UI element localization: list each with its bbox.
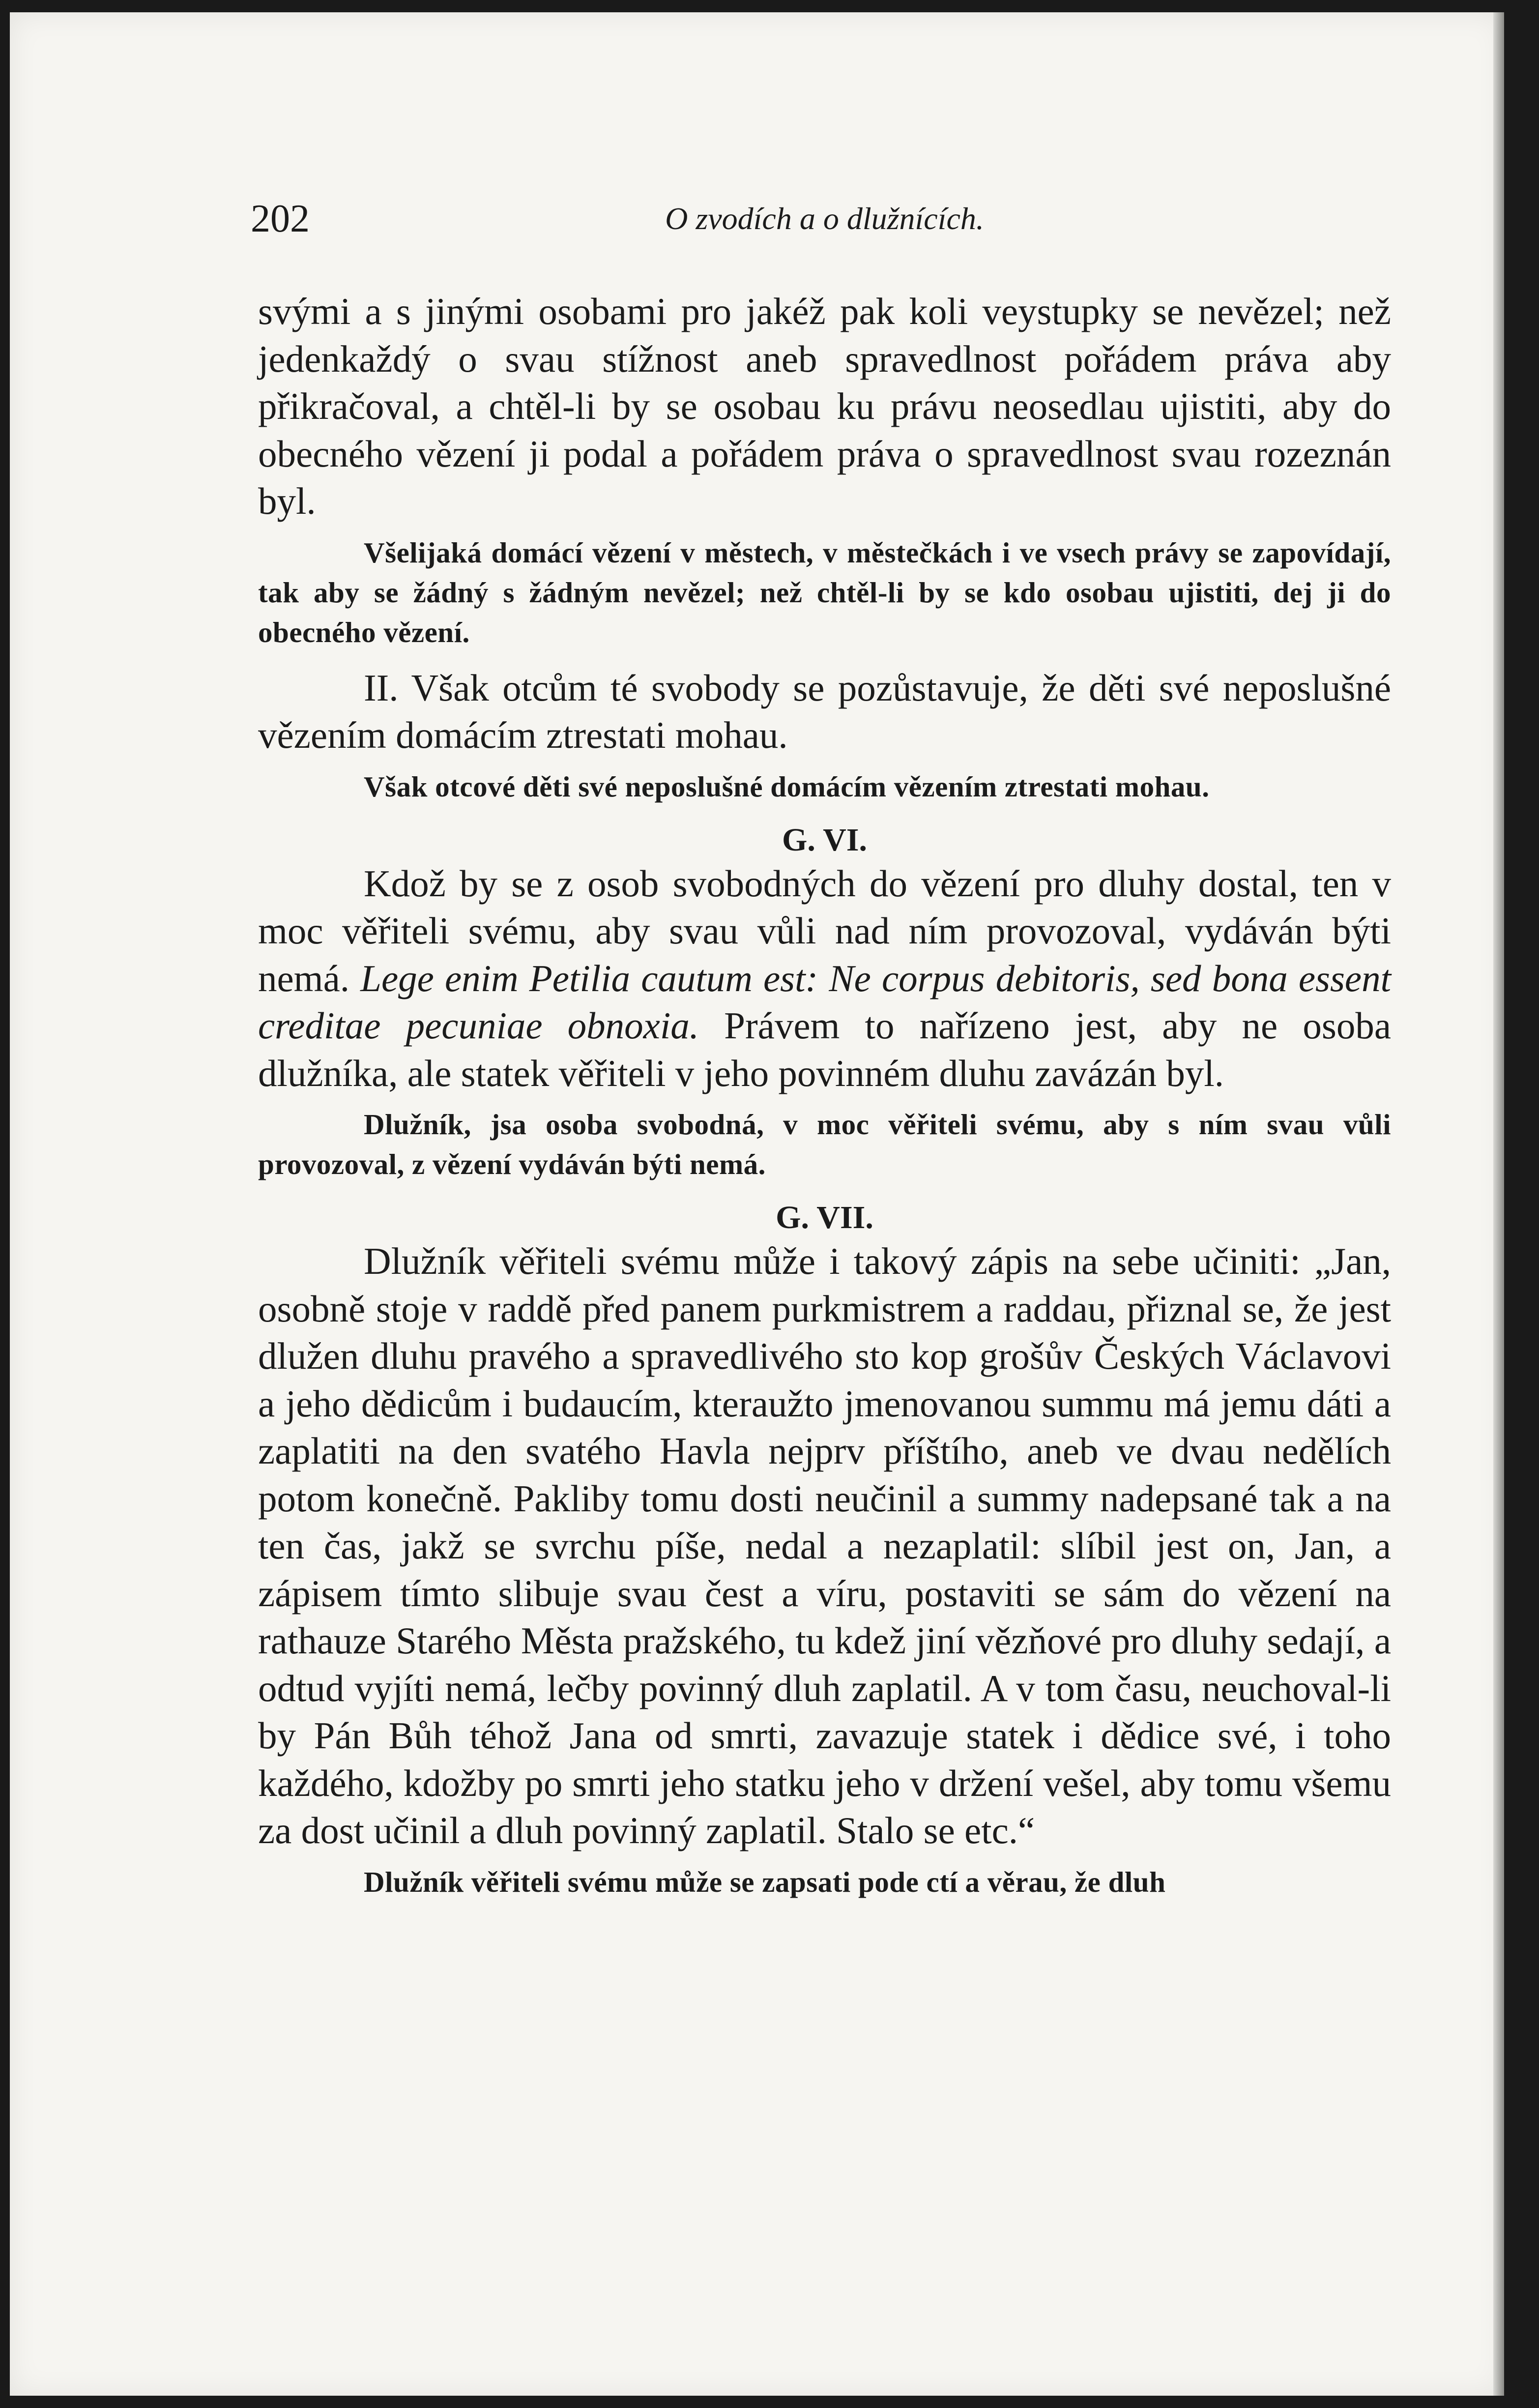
page-body: [258, 288, 1391, 1902]
summary-note-4: Dlužník věřiteli svému může se zapsati pode ctí a věrau, že dluh: [364, 1865, 1166, 1898]
latin-quotation: Lege enim Petilia cautum est: Ne corpus debitoris, sed bona essent creditae pecuniae obnoxia.: [258, 957, 1392, 1047]
summary-note-1: Všelijaká domácí vězení v městech, v městečkách i ve vsech právy se zapovídají, tak aby se žádný s žádným nevězel; než chtěl-li by se kdo osobau ujistiti, dej ji do obecného vězení.: [258, 536, 1391, 648]
section-heading-vi: G. VI.: [782, 822, 867, 858]
paragraph-main-1: svými a s jinými osobami pro jakéž pak koli veystupky se nevězel; než jedenkaždý o svau stížnost aneb spravedlnost pořádem práva aby přikračoval, a chtěl-li by se osobau ku právu neosedlau ujistiti, aby do obecného vězení ji podal a pořádem práva o spravedlnost svau rozeznán byl.: [258, 290, 1391, 522]
summary-note-2: Však otcové děti své neposlušné domácím vězením ztrestati mohau.: [364, 770, 1210, 803]
summary-note-3: Dlužník, jsa osoba svobodná, v moc věřiteli svému, aby s ním svau vůli provozoval, z vězení vydáván býti nemá.: [258, 1108, 1391, 1180]
paragraph-main-3-text-b: Právem to nařízeno jest, aby ne osoba dlužníka, ale statek věřiteli v jeho povinném dluhu zavázán byl.: [258, 1004, 1392, 1094]
page-header: [251, 197, 1398, 251]
paragraph-main-3-text-a: Kdož by se z osob svobodných do vězení pro dluhy dostal, ten v moc věřiteli svému, aby svau vůli nad ním provozoval, vydáván býti nemá.: [258, 862, 1391, 999]
running-title: O zvodích a o dlužnících.: [665, 201, 984, 236]
paragraph-main-4: Dlužník věřiteli svému může i takový zápis na sebe učiniti: „Jan, osobně stoje v raddě před panem purkmistrem a raddau, přiznal se, že jest dlužen dluhu pravého a spravedlivého sto kop grošův Českých Václavovi a jeho dědicům i budaucím, kteraužto jmenovanou summu má jemu dáti a zaplatiti na den svatého Havla nejprv příštího, aneb ve dvau nedělích potom konečně. Pakliby tomu dosti neučinil a summy nadepsané tak a na ten čas, jakž se svrchu píše, nedal a nezaplatil: slíbil jest on, Jan, a zápisem tímto slibuje svau čest a víru, postaviti se sám do vězení na rathauze Starého Města pražského, tu kdež jiní vězňové pro dluhy sedají, a odtud vyjíti nemá, lečby povinný dluh zaplatil. A v tom času, neuchoval-li by Pán Bůh téhož Jana od smrti, zavazuje statek i dědice své, i toho každého, kdožby po smrti jeho statku jeho v držení vešel, aby tomu všemu za dost učinil a dluh povinný zaplatil. Stalo se etc.“: [258, 1240, 1391, 1851]
page-edge: [1493, 12, 1504, 2396]
paragraph-main-2: II. Však otcům té svobody se pozůstavuje, že děti své neposlušné vězením domácím ztrestati mohau.: [258, 666, 1391, 756]
section-heading-vii: G. VII.: [776, 1200, 873, 1235]
book-page: [10, 12, 1504, 2396]
page-number: 202: [251, 197, 310, 240]
paragraph-main-3: [258, 860, 1391, 1097]
